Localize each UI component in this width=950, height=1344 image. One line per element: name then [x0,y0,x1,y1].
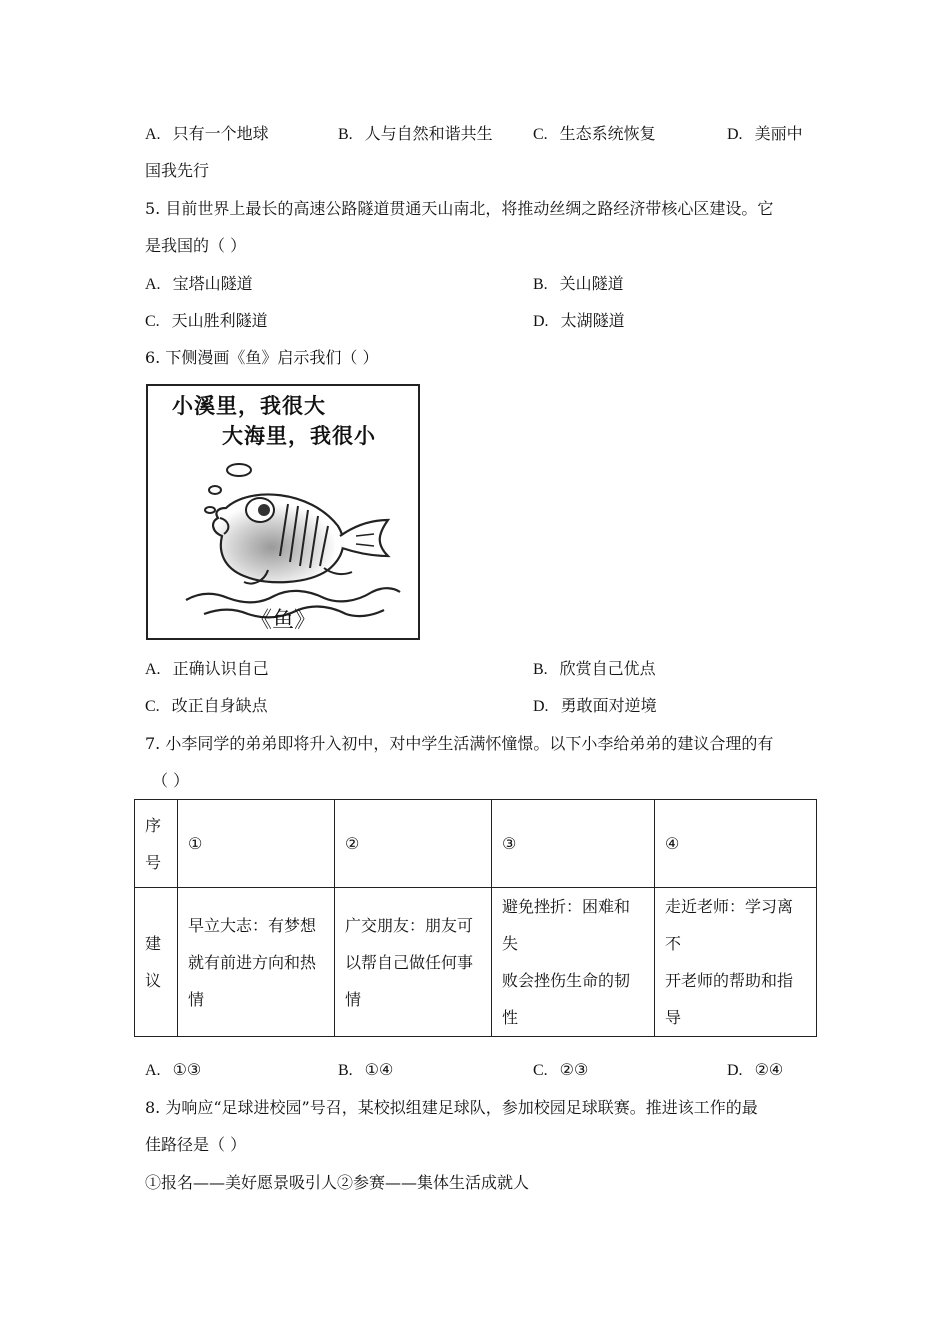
q6-option-a: A. 正确认识自己 [145,659,269,678]
table-cell-advice-1 [178,888,335,1037]
row-header-advice [135,888,178,1037]
q7-stem-line2: （ ） [152,771,190,790]
table-cell-num-4: ④ [655,800,817,888]
q5-stem-line1: 5. 目前世界上最长的高速公路隧道贯通天山南北，将推动丝绸之路经济带核心区建设。它 [145,199,774,218]
cell-line: 情 [345,989,362,1009]
cell-line: 败会挫伤生命的韧 [502,971,631,990]
q7-option-a: A. ①③ [145,1060,202,1079]
cartoon-caption-2: 大海里，我很小 [222,424,376,448]
cell-line: 情 [188,989,205,1009]
table-cell-num-1: ① [178,800,335,888]
q5-option-c: C. 天山胜利隧道 [145,311,268,330]
q7-option-d: D. ②④ [727,1060,784,1079]
q6-option-d: D. 勇敢面对逆境 [533,696,657,715]
cell-line: 广交朋友：朋友可 [345,915,474,935]
table-row-numbers [135,800,817,888]
row-header-char: 序 [145,815,162,835]
q7-stem-line1: 7. 小李同学的弟弟即将升入初中，对中学生活满怀憧憬。以下小李给弟弟的建议合理的有 [145,734,774,753]
cell-line: 以帮自己做任何事 [345,952,474,972]
table-cell-advice-3 [492,888,655,1037]
table-cell-num-3: ③ [492,800,655,888]
row-header-char: 建 [145,934,162,953]
cell-line: 性 [502,1008,519,1027]
cell-line: 开老师的帮助和指 [665,971,794,990]
row-header-index [135,800,178,888]
fish-cartoon [146,384,420,640]
row-header-char: 议 [145,971,162,990]
q4-option-d-continued: 国我先行 [145,161,210,180]
q8-stem-line1: 8. 为响应“足球进校园”号召，某校拟组建足球队，参加校园足球联赛。推进该工作的最 [145,1098,758,1117]
q4-option-c: C. 生态系统恢复 [533,124,656,143]
cell-line: 导 [665,1008,682,1027]
cartoon-title: 《鱼》 [249,608,316,633]
q5-option-d: D. 太湖隧道 [533,311,625,330]
q4-option-b: B. 人与自然和谐共生 [338,124,493,143]
cell-line: 走近老师：学习离不 [665,897,794,953]
q5-option-a: A. 宝塔山隧道 [145,274,253,293]
q6-option-b: B. 欣赏自己优点 [533,659,656,678]
q7-option-c: C. ②③ [533,1060,589,1079]
q4-option-a: A. 只有一个地球 [145,124,269,143]
q4-option-d: D. 美丽中 [727,124,803,143]
q8-stem-line2: 佳路径是（ ） [145,1135,247,1154]
advice-table [134,799,817,1037]
table-cell-num-2: ② [335,800,492,888]
q7-option-b: B. ①④ [338,1060,394,1079]
row-header-char: 号 [145,852,162,872]
cell-line: 就有前进方向和热 [188,952,317,972]
table-cell-advice-2 [335,888,492,1037]
q8-statement-line: ①报名——美好愿景吸引人②参赛——集体生活成就人 [145,1173,530,1192]
table-cell-advice-4 [655,888,817,1037]
q5-option-b: B. 关山隧道 [533,274,624,293]
cartoon-caption-1: 小溪里，我很大 [172,394,326,418]
table-row-advice [135,888,817,1037]
q5-stem-line2: 是我国的（ ） [145,236,247,255]
q6-stem: 6. 下侧漫画《鱼》启示我们（ ） [145,348,379,367]
q6-option-c: C. 改正自身缺点 [145,696,268,715]
cell-line: 早立大志：有梦想 [188,915,317,935]
cell-line: 避免挫折：困难和失 [502,897,631,953]
